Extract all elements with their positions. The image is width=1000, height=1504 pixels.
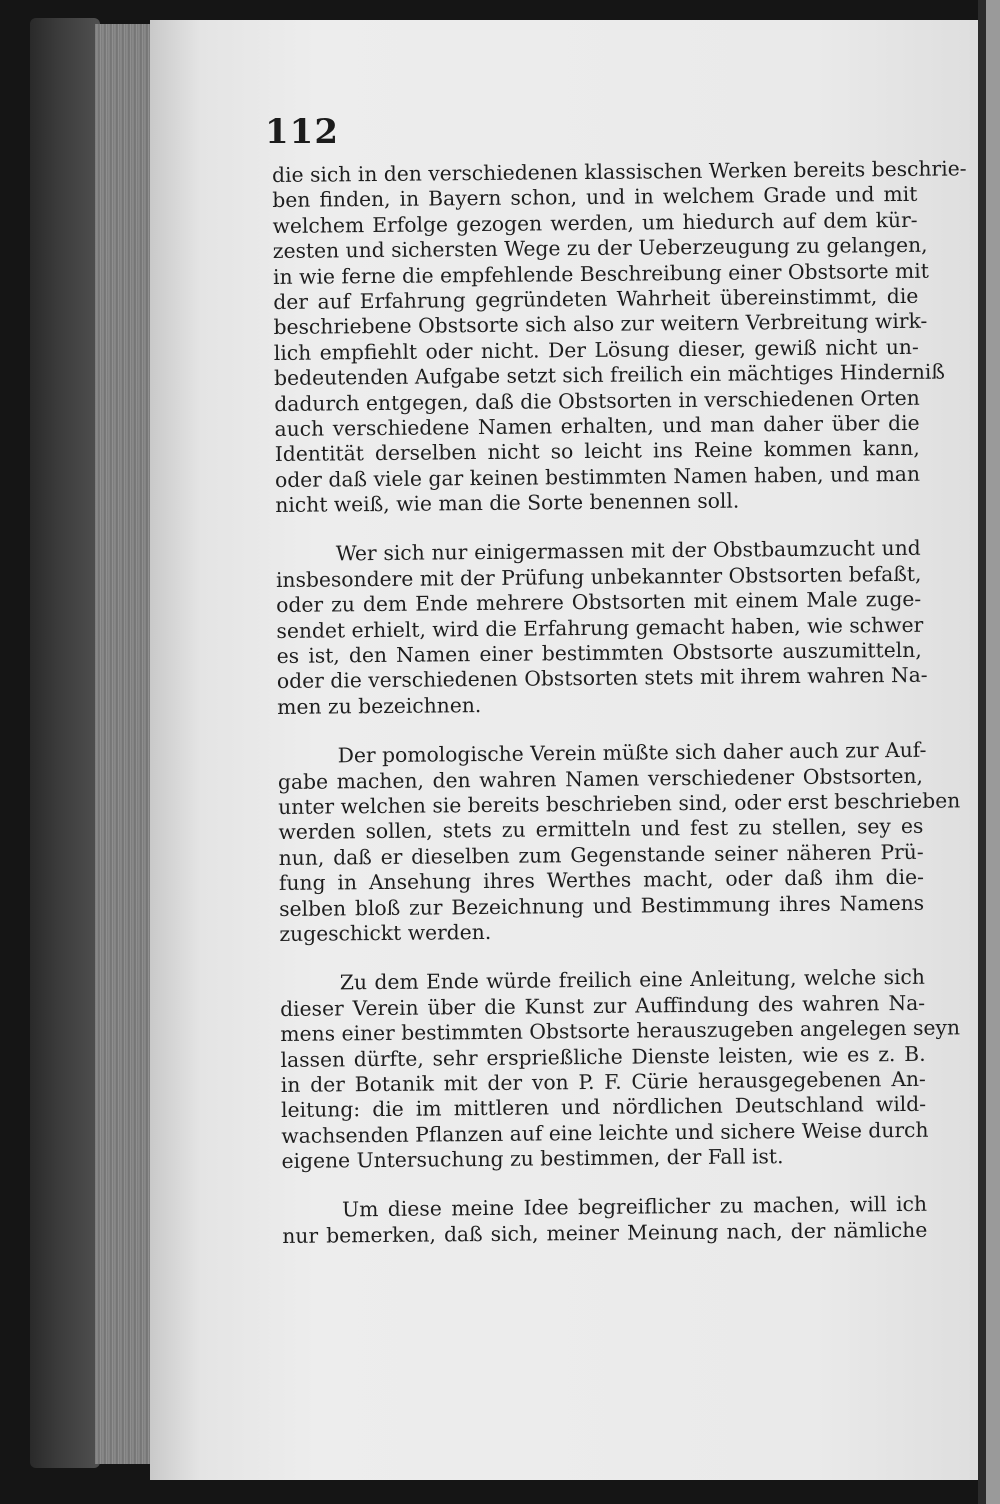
text-line: oder daß viele gar keinen bestimmten Namen haben, und man bbox=[274, 461, 921, 492]
text-line: lich empfiehlt oder nicht. Der Lösung dieser, gewiß nicht un- bbox=[273, 334, 919, 365]
text-line: gabe machen, den wahren Namen verschiedener Obstsorten, bbox=[277, 763, 924, 794]
text-line: wachsenden Pflanzen auf eine leichte und sichere Weise durch bbox=[281, 1117, 929, 1148]
text-line: leitung: die im mittleren und nördlichen Deutschland wild- bbox=[280, 1092, 927, 1123]
text-line: dadurch entgegen, daß die Obstsorten in verschiedenen Orten bbox=[274, 385, 920, 416]
text-line: dieser Verein über die Kunst zur Auffindung des wahren Na- bbox=[280, 990, 926, 1021]
text-line: welchem Erfolge gezogen werden, um hiedurch auf dem kür- bbox=[272, 207, 918, 238]
paragraph-1 bbox=[272, 156, 967, 519]
text-line: fung in Ansehung ihres Werthes macht, oder daß ihm die- bbox=[278, 864, 924, 896]
text-line: eigene Untersuchung zu bestimmen, der Fall ist. bbox=[281, 1144, 784, 1174]
text-line: es ist, den Namen einer bestimmten Obstsorte auszumitteln, bbox=[276, 637, 922, 669]
text-line: Zu dem Ende würde freilich eine Anleitung, welche sich bbox=[339, 965, 925, 995]
paragraph-4 bbox=[280, 965, 961, 1174]
text-line: in der Botanik mit der von P. F. Cürie herausgegebenen An- bbox=[280, 1066, 926, 1097]
text-line: ben finden, in Bayern schon, und in welchem Grade und mit bbox=[272, 182, 918, 213]
text-line: sendet erhielt, wird die Erfahrung gemacht haben, wie schwer bbox=[276, 612, 924, 643]
text-line: nicht weiß, wie man die Sorte benennen soll. bbox=[275, 488, 740, 518]
paragraph-5 bbox=[282, 1192, 927, 1249]
text-line: oder die verschiedenen Obstsorten stets mit ihrem wahren Na- bbox=[276, 663, 928, 694]
text-line: in wie ferne die empfehlende Beschreibung einer Obstsorte mit bbox=[272, 258, 929, 289]
text-line: men zu bezeichnen. bbox=[277, 692, 482, 719]
text-line: zesten und sichersten Wege zu der Ueberzeugung zu gelangen, bbox=[272, 232, 928, 264]
page-text bbox=[272, 156, 967, 1249]
facing-page-edge bbox=[978, 0, 1000, 1504]
text-line: selben bloß zur Bezeichnung und Bestimmung ihres Namens bbox=[279, 890, 925, 921]
text-line: die sich in den verschiedenen klassischen Werken bereits beschrie- bbox=[272, 156, 967, 187]
text-line: Um diese meine Idee begreiflicher zu machen, will ich bbox=[341, 1192, 928, 1222]
text-line: mens einer bestimmten Obstsorte herauszugeben angelegen seyn bbox=[280, 1015, 961, 1047]
paragraph-3 bbox=[277, 737, 961, 947]
text-line: Identität derselben nicht so leicht ins Reine kommen kann, bbox=[274, 436, 920, 467]
text-line: Wer sich nur einigermassen mit der Obstbaumzucht und bbox=[335, 536, 921, 566]
text-line: zugeschickt werden. bbox=[279, 919, 492, 946]
text-line: auch verschiedene Namen erhalten, und man daher über die bbox=[274, 410, 920, 441]
text-line: bedeutenden Aufgabe setzt sich freilich ein mächtiges Hinderniß bbox=[273, 359, 945, 391]
text-line: nur bemerken, daß sich, meiner Meinung nach, der nämliche bbox=[282, 1217, 928, 1248]
text-line: unter welchen sie bereits beschrieben sind, oder erst beschrieben bbox=[278, 788, 961, 819]
page-number: 112 bbox=[265, 112, 339, 152]
text-line: Der pomologische Verein müßte sich daher auch zur Auf- bbox=[337, 737, 927, 768]
text-line: der auf Erfahrung gegründeten Wahrheit übereinstimmt, die bbox=[273, 283, 919, 314]
text-line: lassen dürfte, sehr ersprießliche Dienste leisten, wie es z. B. bbox=[280, 1041, 926, 1072]
text-line: nun, daß er dieselben zum Gegenstande seiner näheren Prü- bbox=[278, 839, 924, 870]
text-line: insbesondere mit der Prüfung unbekannter Obstsorten befaßt, bbox=[275, 561, 922, 592]
text-line: werden sollen, stets zu ermitteln und fest zu stellen, sey es bbox=[278, 814, 924, 845]
paragraph-2 bbox=[275, 536, 928, 720]
text-line: beschriebene Obstsorte sich also zur weitern Verbreitung wirk- bbox=[273, 309, 928, 340]
text-line: oder zu dem Ende mehrere Obstsorten mit einem Male zuge- bbox=[276, 587, 922, 618]
book-cover-edge bbox=[30, 18, 100, 1468]
